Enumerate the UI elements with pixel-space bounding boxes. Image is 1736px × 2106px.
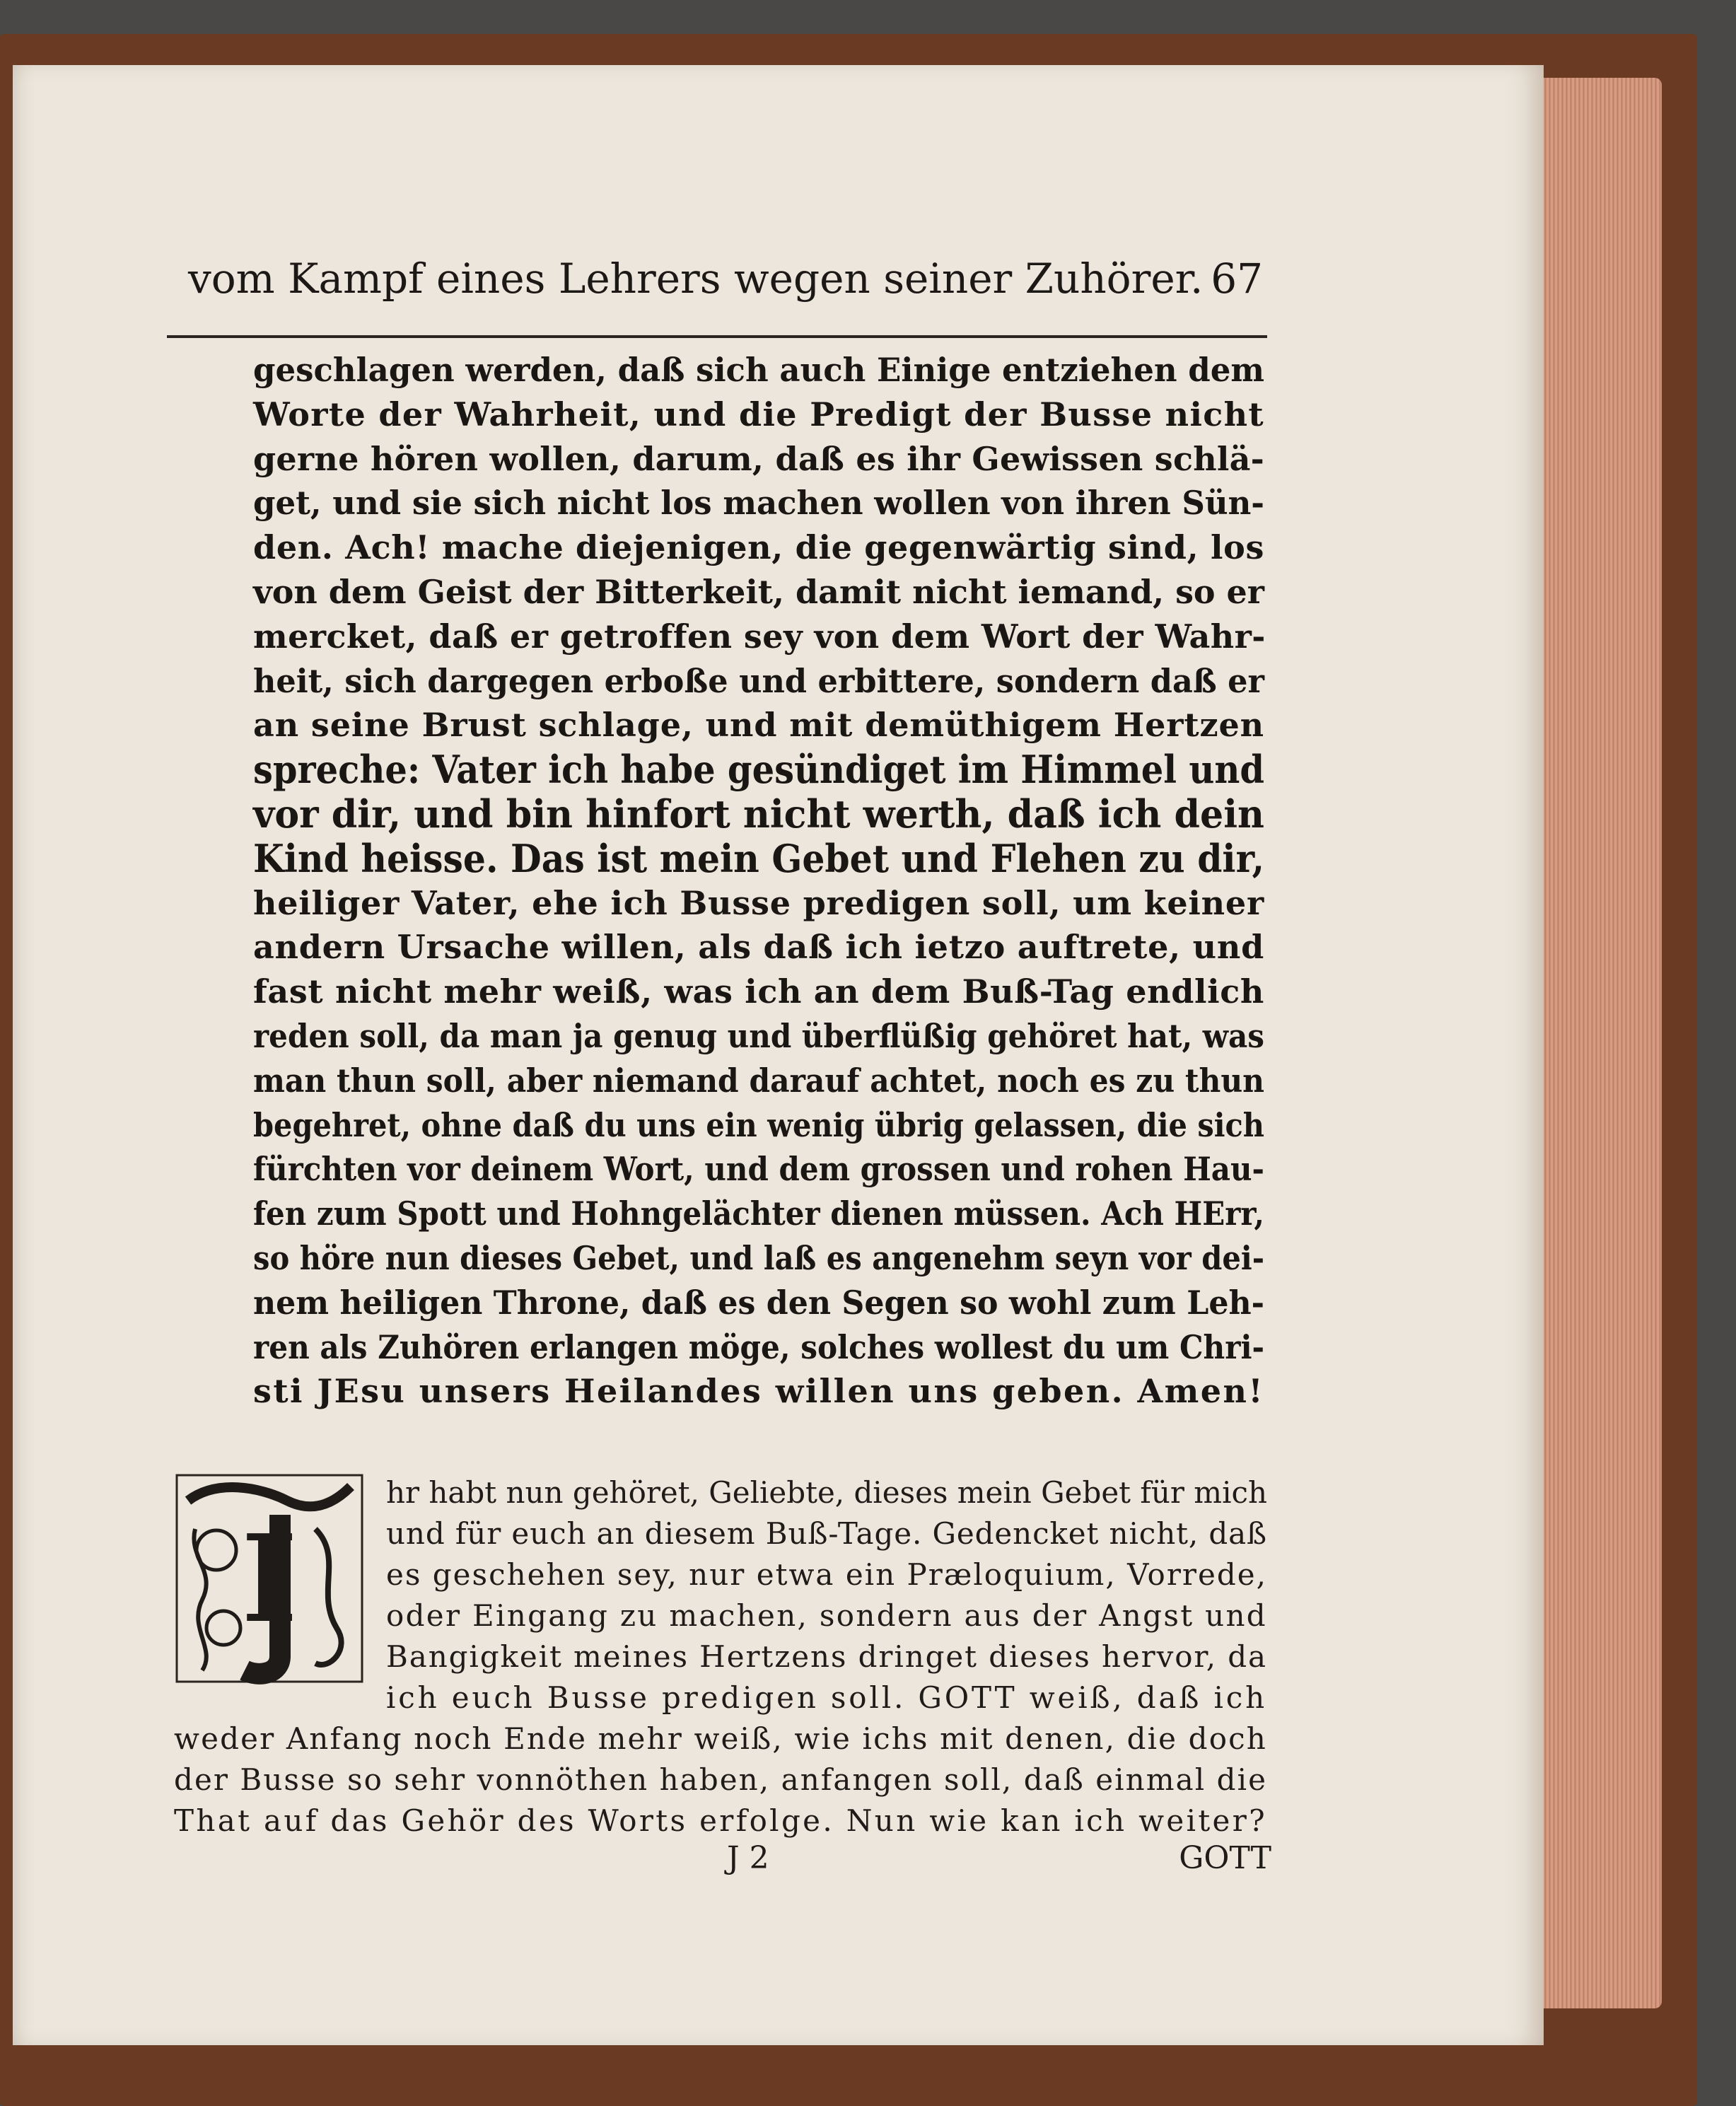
text-line: weder Anfang noch Ende mehr weiß, wie ichs mit denen, die doch xyxy=(174,1721,1267,1756)
running-header xyxy=(188,255,1263,311)
text-line: der Busse so sehr vonnöthen haben, anfangen soll, daß einmal die xyxy=(174,1762,1267,1797)
header-rule xyxy=(167,335,1267,338)
text-line: spreche: Vater ich habe gesündiget im Himmel und xyxy=(253,747,1264,793)
text-line: so höre nun dieses Gebet, und laß es angenehm seyn vor dei- xyxy=(253,1238,1264,1277)
catchword: GOTT xyxy=(1179,1840,1271,1876)
text-line: fürchten vor deinem Wort, und dem grossen und rohen Hau- xyxy=(253,1150,1264,1189)
text-line: fast nicht mehr weiß, was ich an dem Buß-Tag endlich xyxy=(253,972,1264,1011)
text-line: sti JEsu unsers Heilandes willen uns geben. Amen! xyxy=(253,1372,1264,1411)
text-line: hr habt nun gehöret, Geliebte, dieses mein Gebet für mich xyxy=(386,1475,1267,1510)
text-line: man thun soll, aber niemand darauf achtet, noch es zu thun xyxy=(253,1061,1264,1100)
text-line: ich euch Busse predigen soll. GOTT weiß, daß ich xyxy=(386,1680,1267,1715)
text-line: fen zum Spott und Hohngelächter dienen müssen. Ach HErr, xyxy=(253,1194,1264,1233)
sermon-opening xyxy=(174,1472,1267,1842)
text-line: get, und sie sich nicht los machen wollen von ihren Sün- xyxy=(253,484,1264,523)
text-line: That auf das Gehör des Worts erfolge. Nun wie kan ich weiter? xyxy=(174,1803,1267,1838)
signature-mark: J 2 xyxy=(727,1840,769,1876)
text-line: an seine Brust schlage, und mit demüthigem Hertzen xyxy=(253,706,1264,745)
prayer-text xyxy=(253,348,1264,1414)
text-line: Kind heisse. Das ist mein Gebet und Flehen zu dir, xyxy=(253,835,1264,881)
text-line: reden soll, da man ja genug und überflüßig gehöret hat, was xyxy=(253,1016,1264,1055)
text-line: nem heiligen Throne, daß es den Segen so wohl zum Leh- xyxy=(253,1283,1264,1322)
book-page xyxy=(13,65,1544,2045)
text-line: geschlagen werden, daß sich auch Einige entziehen dem xyxy=(253,351,1264,389)
text-line: vor dir, und bin hinfort nicht werth, daß ich dein xyxy=(253,791,1264,837)
text-line: begehret, ohne daß du uns ein wenig übrig gelassen, die sich xyxy=(253,1105,1264,1144)
decorated-initial-icon xyxy=(174,1472,365,1685)
text-line: heit, sich dargegen erboße und erbittere, sondern daß er xyxy=(253,661,1264,700)
text-line: mercket, daß er getroffen sey von dem Wort der Wahr- xyxy=(253,617,1266,656)
text-line: andern Ursache willen, als daß ich ietzo auftrete, und xyxy=(253,928,1264,967)
page-footer xyxy=(727,1840,1271,1883)
page-number: 67 xyxy=(1211,255,1263,303)
text-line: Worte der Wahrheit, und die Predigt der Busse nicht xyxy=(253,395,1264,434)
text-line: heiliger Vater, ehe ich Busse predigen soll, um keiner xyxy=(253,883,1264,922)
text-line: es geschehen sey, nur etwa ein Præloquium, Vorrede, xyxy=(386,1557,1267,1592)
running-title: vom Kampf eines Lehrers wegen seiner Zuhörer. xyxy=(188,255,1204,303)
text-line: den. Ach! mache diejenigen, die gegenwärtig sind, los xyxy=(253,528,1264,567)
text-line: oder Eingang zu machen, sondern aus der Angst und xyxy=(386,1598,1267,1633)
text-line: gerne hören wollen, darum, daß es ihr Gewissen schlä- xyxy=(253,439,1264,478)
initial-letter: I xyxy=(241,1508,298,1650)
text-line: ren als Zuhören erlangen möge, solches wollest du um Chri- xyxy=(253,1327,1264,1366)
text-line: Bangigkeit meines Hertzens dringet dieses hervor, da xyxy=(386,1639,1267,1674)
text-line: und für euch an diesem Buß-Tage. Gedencket nicht, daß xyxy=(386,1516,1267,1551)
text-line: von dem Geist der Bitterkeit, damit nicht iemand, so er xyxy=(253,572,1264,611)
